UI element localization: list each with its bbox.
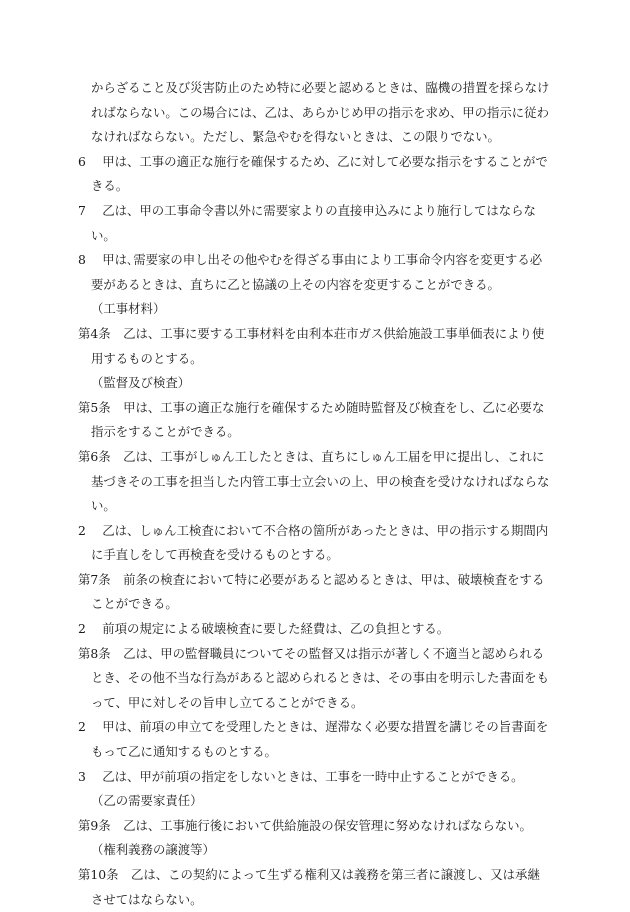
clause-text: 乙は、工事がしゅん工したときは、直ちにしゅん工届を甲に提出し、これに基づきその工事を担当した内管工事士立会いの上、甲の検査を受けなければならない。 (91, 448, 550, 514)
section-heading (78, 789, 552, 814)
clause-number: 6 (78, 153, 86, 169)
clause-number: 2 (78, 719, 86, 735)
clause-number: 第5条 (78, 399, 111, 415)
numbered-clause (78, 150, 552, 199)
article-paragraph (78, 863, 552, 912)
clause-text: 乙は、甲の工事命令書以外に需要家よりの直接申込みにより施行してはならない。 (91, 202, 536, 243)
article-paragraph (78, 568, 552, 617)
article-paragraph (78, 445, 552, 519)
clause-text: 甲は､需要家の申し出その他やむを得ざる事由により工事命令内容を変更する必要があるときは、直ちに乙と協議の上その内容を変更することができる。 (91, 252, 543, 292)
clause-text: 前項の規定による破壊検査に要した経費は、乙の負担とする。 (102, 621, 450, 637)
clause-number: 第8条 (78, 645, 111, 661)
section-heading (78, 838, 552, 863)
clause-text: 乙は、甲が前項の指定をしないときは、工事を一時中止することができる。 (102, 768, 524, 784)
clause-number: 2 (78, 522, 86, 538)
clause-text: 乙は、甲の監督職員についてその監督又は指示が著しく不適当と認められるとき、その他不当な行為があると認められるときは、その事由を明示した書面をもって、甲に対しその旨申し立てることができる。 (91, 645, 549, 710)
clause-gap (86, 719, 102, 734)
clause-text: 甲は、工事の適正な施行を確保するため随時監督及び検査をし、乙に必要な指示をすることができる。 (91, 399, 545, 440)
clause-text: 乙は、この契約によって生ずる権利又は義務を第三者に譲渡し、又は承継させてはならない。 (91, 867, 540, 907)
article-paragraph (78, 396, 552, 445)
clause-text: からざること及び災害防止のため特に必要と認めるときは、臨機の措置を採らなければならない。この場合には、乙は、あらかじめ甲の指示を求め、甲の指示に従わなければならない。ただし、緊急やむを得ないときは、この限りでない。 (91, 80, 550, 145)
clause-number: 2 (78, 621, 86, 637)
article-paragraph (78, 814, 552, 839)
numbered-clause (78, 199, 552, 248)
numbered-clause (78, 248, 552, 297)
contract-body (78, 76, 552, 912)
clause-gap (111, 400, 123, 415)
clause-gap (86, 203, 102, 218)
continued-paragraph (78, 76, 552, 150)
section-heading (78, 371, 552, 396)
clause-text: 甲は、工事の適正な施行を確保するため、乙に対して必要な指示をすることができる。 (91, 153, 548, 194)
clause-text: 乙は、工事に要する工事材料を由利本荘市ガス供給施設工事単価表により使用するものとする。 (91, 325, 545, 366)
clause-text: 乙は、工事施行後において供給施設の保安管理に努めなければならない。 (123, 817, 532, 833)
clause-gap (86, 621, 102, 636)
clause-number: 第6条 (78, 448, 111, 464)
numbered-clause (78, 765, 552, 790)
clause-number: 第9条 (78, 817, 111, 833)
clause-text: （工事材料） (91, 301, 166, 317)
article-paragraph (78, 642, 552, 716)
clause-number: 第4条 (78, 325, 111, 341)
numbered-clause (78, 715, 552, 764)
clause-gap (111, 818, 123, 833)
clause-gap (86, 769, 102, 784)
clause-number: 7 (78, 202, 86, 218)
clause-gap (86, 523, 102, 538)
clause-text: （監督及び検査） (91, 375, 191, 391)
clause-number: 第10条 (78, 867, 119, 882)
clause-text: 前条の検査において特に必要があると認めるときは、甲は、破壊検査をすることができる。 (91, 571, 545, 612)
clause-text: （乙の需要家責任） (91, 793, 203, 809)
clause-gap (111, 326, 123, 341)
section-heading (78, 297, 552, 322)
clause-number: 8 (78, 252, 86, 268)
clause-gap (119, 867, 131, 882)
clause-number: 第7条 (78, 571, 111, 587)
clause-gap (111, 646, 123, 661)
article-paragraph (78, 322, 552, 371)
numbered-clause (78, 519, 552, 568)
clause-text: 甲は、前項の申立てを受理したときは、遅滞なく必要な措置を講じその旨書面をもって乙に通知するものとする。 (91, 719, 549, 760)
clause-gap (111, 449, 123, 464)
clause-number: 3 (78, 768, 86, 784)
clause-gap (111, 572, 123, 587)
clause-text: 乙は、しゅん工検査において不合格の箇所があったときは、甲の指示する期間内に手直しをして再検査を受けるものとする。 (91, 522, 549, 563)
clause-text: （権利義務の譲渡等） (91, 842, 215, 858)
clause-gap (86, 154, 102, 169)
clause-gap (86, 252, 102, 267)
numbered-clause (78, 617, 552, 642)
